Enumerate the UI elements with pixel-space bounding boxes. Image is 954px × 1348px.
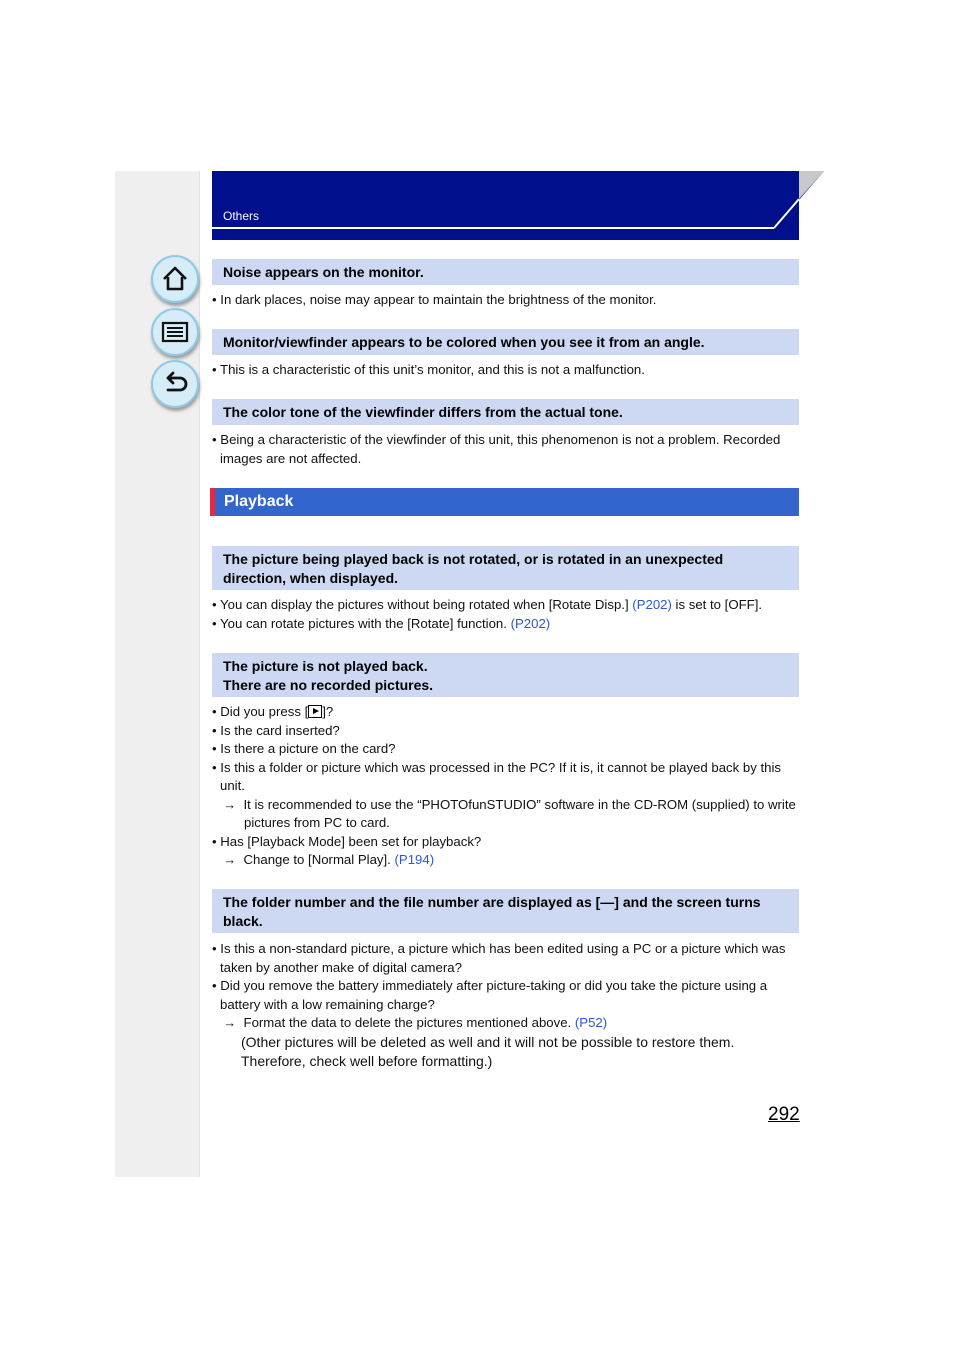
question-heading-line: The picture is not played back.: [223, 658, 428, 674]
page-number: 292: [768, 1104, 800, 1125]
bullet-item: • You can rotate pictures with the [Rotate] function. (P202): [212, 615, 551, 631]
bullet-text: Is this a non-standard picture, a picture which has been edited using a PC or a picture which was taken by another make of digital camera?: [220, 941, 786, 975]
menu-list-icon: [160, 317, 190, 347]
page-link[interactable]: (P194): [394, 852, 435, 867]
back-arrow-icon: [160, 369, 190, 399]
playback-button-icon: [308, 705, 322, 718]
bullet-item: • Did you press [ ]?: [212, 704, 334, 719]
bullet-text: Is this a folder or picture which was processed in the PC? If it is, it cannot be played back by this unit.: [220, 759, 782, 793]
contents-menu-button[interactable]: [151, 308, 199, 356]
question-heading: [212, 653, 799, 697]
answer-list: [212, 703, 799, 870]
bullet-text: Is the card inserted?: [220, 722, 340, 738]
answer-list: [212, 361, 799, 380]
header-corner-fold: [774, 171, 824, 231]
bullet-item: • Is this a folder or picture which was processed in the PC? If it is, it cannot be played back by this unit.: [212, 759, 782, 793]
section-heading-playback: Playback: [210, 488, 799, 516]
question-heading-line: There are no recorded pictures.: [223, 677, 434, 693]
answer-list: [212, 291, 799, 310]
arrow-icon: →: [223, 1015, 237, 1030]
arrow-item: [212, 796, 799, 833]
bullet-text: In dark places, noise may appear to maintain the brightness of the monitor.: [220, 292, 657, 307]
arrow-item: [212, 1014, 799, 1033]
bullet-text: is set to [OFF].: [671, 597, 763, 612]
question-heading: The picture being played back is not rotated, or is rotated in an unexpected direction, when displayed.: [212, 546, 799, 590]
bullet-item: • Being a characteristic of the viewfinder of this unit, this phenomenon is not a problem. Recorded images are not affected.: [212, 432, 781, 466]
page-link[interactable]: (P52): [574, 1015, 608, 1030]
bullet-item: • Is there a picture on the card?: [212, 741, 396, 756]
answer-list: [212, 431, 799, 468]
answer-list: [212, 940, 799, 1071]
header-rule: [212, 227, 774, 229]
page-header-bar: [212, 171, 799, 240]
page-link[interactable]: (P202): [632, 597, 672, 612]
bullet-item: • Did you remove the battery immediately after picture-taking or did you take the picture using a battery with a low remaining charge?: [212, 978, 768, 1012]
bullet-text: You can rotate pictures with the [Rotate] function.: [220, 615, 511, 631]
question-heading: The color tone of the viewfinder differs from the actual tone.: [212, 399, 799, 425]
arrow-icon: →: [223, 852, 237, 867]
question-heading: Noise appears on the monitor.: [212, 259, 799, 285]
answer-list: [212, 596, 799, 633]
back-button[interactable]: [151, 360, 199, 408]
bullet-text: Has [Playback Mode] been set for playback?: [220, 833, 482, 849]
bullet-item: • Is the card inserted?: [212, 722, 340, 738]
note-text: (Other pictures will be deleted as well and it will not be possible to restore them. Therefore, check well before formatting.): [241, 1033, 735, 1069]
bullet-text: ]?: [322, 704, 334, 719]
question-heading: The folder number and the file number are displayed as [—] and the screen turns black.: [212, 889, 799, 933]
bullet-text: Being a characteristic of the viewfinder of this unit, this phenomenon is not a problem. Recorded images are not affected.: [220, 432, 781, 466]
question-heading: Monitor/viewfinder appears to be colored when you see it from an angle.: [212, 329, 799, 355]
arrow-text: Change to [Normal Play].: [243, 852, 395, 867]
bullet-item: • Has [Playback Mode] been set for playback?: [212, 833, 482, 849]
arrow-icon: →: [223, 796, 237, 812]
bullet-text: You can display the pictures without being rotated when [Rotate Disp.]: [220, 597, 633, 612]
page-link[interactable]: (P202): [510, 615, 551, 631]
home-icon: [160, 264, 190, 294]
bullet-text: Did you remove the battery immediately after picture-taking or did you take the picture using a battery with a low remaining charge?: [220, 978, 768, 1012]
bullet-text: This is a characteristic of this unit’s monitor, and this is not a malfunction.: [220, 362, 645, 377]
bullet-text: Did you press [: [220, 704, 309, 719]
bullet-item: • This is a characteristic of this unit’s monitor, and this is not a malfunction.: [212, 362, 645, 377]
arrow-item: [212, 851, 799, 870]
home-button[interactable]: [151, 255, 199, 303]
section-label: Others: [223, 209, 260, 223]
bullet-item: • Is this a non-standard picture, a picture which has been edited using a PC or a picture which was taken by another make of digital camera?: [212, 941, 786, 975]
bullet-item: • In dark places, noise may appear to maintain the brightness of the monitor.: [212, 292, 657, 307]
bullet-text: Is there a picture on the card?: [220, 741, 396, 756]
arrow-text: Format the data to delete the pictures mentioned above.: [243, 1015, 575, 1030]
arrow-text: It is recommended to use the “PHOTOfunSTUDIO” software in the CD-ROM (supplied) to write pictures from PC to card.: [243, 796, 796, 830]
bullet-item: • You can display the pictures without being rotated when [Rotate Disp.] (P202) is set to [OFF].: [212, 597, 763, 612]
